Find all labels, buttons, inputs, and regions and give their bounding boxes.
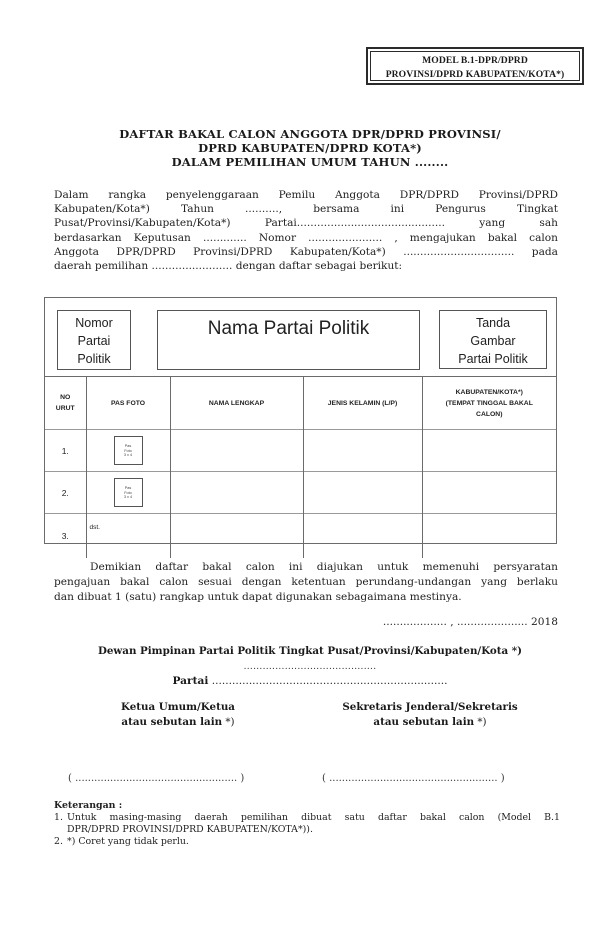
note-number: 1. [54, 812, 63, 823]
party-number-label: Politik [77, 352, 111, 366]
intro-line: Kabupaten/Kota*) Tahun .........., bersama ini Pengurus Tingkat [54, 203, 558, 216]
party-logo-label: Partai Politik [458, 352, 528, 366]
candidate-table [44, 297, 557, 544]
table-row [45, 472, 556, 514]
asterisk-note: *) [222, 715, 235, 728]
party-name-label: Nama Partai Politik [207, 318, 370, 339]
model-label-box [366, 47, 584, 85]
signatory-subtitle: atau sebutan lain [373, 715, 475, 728]
signature-line-sekretaris[interactable]: ( ..................................................... ) [322, 773, 505, 784]
party-name-box[interactable] [157, 310, 420, 370]
col-header-no-urut: NO URUT [55, 394, 75, 412]
cell-jenis-kelamin[interactable] [303, 430, 422, 472]
note-text: DPR/DPRD PROVINSI/DPRD KABUPATEN/KOTA*)). [67, 824, 313, 835]
partai-line[interactable] [60, 675, 560, 687]
title-line1: DAFTAR BAKAL CALON ANGGOTA DPR/DPRD PROVINSI/ [119, 127, 501, 141]
signatory-subtitle: atau sebutan lain [121, 715, 223, 728]
closing-line: Demikian daftar bakal calon ini diajukan untuk memenuhi persyaratan [90, 561, 558, 573]
candidate-grid [45, 377, 556, 558]
party-logo-label: Gambar [470, 334, 516, 348]
note-text: *) Coret yang tidak perlu. [67, 836, 189, 847]
partai-fill[interactable]: ...................................................................... [208, 675, 448, 687]
note-item [54, 836, 560, 848]
cell-nama-lengkap[interactable] [170, 430, 303, 472]
place-date-line[interactable]: ................... , ..................... 2018 [382, 616, 558, 628]
note-text: Untuk masing-masing daerah pemilihan dibuat satu daftar bakal calon (Model B.1 [67, 812, 560, 823]
intro-line: Pusat/Provinsi/Kabupaten/Kota*) Partai............................................ yang sah [54, 217, 558, 230]
cell-jenis-kelamin[interactable] [303, 472, 422, 514]
party-header-row [45, 298, 556, 377]
signatory-sekretaris [310, 700, 550, 729]
cell-kabupaten-kota[interactable] [422, 472, 556, 514]
intro-line: Anggota DPR/DPRD Provinsi/DPRD Kabupaten/Kota*) ................................. pada [54, 245, 558, 258]
table-row [45, 430, 556, 472]
col-header-pas-foto: PAS FOTO [86, 377, 170, 430]
party-logo-label: Tanda [475, 316, 511, 330]
cell-kabupaten-kota[interactable] [422, 430, 556, 472]
party-logo-box[interactable] [439, 310, 547, 369]
cell-no-urut: 1. [45, 430, 86, 472]
cell-pas-foto[interactable] [86, 430, 170, 472]
closing-paragraph [54, 560, 558, 604]
signatory-title: Ketua Umum/Ketua [121, 701, 235, 713]
signatory-title: Sekretaris Jenderal/Sekretaris [342, 701, 518, 713]
cell-pas-foto[interactable] [86, 472, 170, 514]
table-header-row [45, 377, 556, 430]
intro-paragraph [54, 188, 558, 273]
intro-line: daerah pemilihan ........................ dengan daftar sebagai berikut: [54, 260, 403, 273]
note-number: 2. [54, 836, 63, 847]
cell-no-urut: 2. [45, 472, 86, 514]
cell-kabupaten-kota[interactable] [422, 514, 556, 559]
intro-line: Dalam rangka penyelenggaraan Pemilu Anggota DPR/DPRD Provinsi/DPRD [54, 189, 558, 201]
closing-line: pengajuan bakal calon sesuai dengan ketentuan perundang-undangan yang berlaku [54, 575, 558, 588]
party-number-label: Nomor [75, 316, 113, 330]
col-header-jenis-kelamin: JENIS KELAMIN (L/P) [303, 377, 422, 430]
document-title [60, 127, 560, 169]
cell-nama-lengkap[interactable] [170, 514, 303, 559]
col-header-nama-lengkap: NAMA LENGKAP [170, 377, 303, 430]
photo-placeholder[interactable]: Pas Foto 3 x 4 [114, 478, 143, 507]
dewan-pimpinan-heading: Dewan Pimpinan Partai Politik Tingkat Pusat/Provinsi/Kabupaten/Kota *) [97, 645, 523, 657]
model-label-line2: PROVINSI/DPRD KABUPATEN/KOTA*) [385, 69, 565, 80]
title-line2: DPRD KABUPATEN/DPRD KOTA*) [198, 141, 422, 155]
table-row [45, 514, 556, 559]
party-number-box[interactable] [57, 310, 131, 370]
model-label-line1: MODEL B.1-DPR/DPRD [422, 55, 528, 66]
partai-label: Partai [172, 675, 209, 687]
cell-nama-lengkap[interactable] [170, 472, 303, 514]
party-number-label: Partai [77, 334, 111, 348]
level-fill-line[interactable]: .......................................... [243, 662, 377, 672]
photo-placeholder[interactable]: Pas Foto 3 x 4 [114, 436, 143, 465]
asterisk-note: *) [474, 715, 487, 728]
notes-section [54, 800, 560, 848]
notes-heading: Keterangan : [54, 800, 123, 811]
signatory-ketua [58, 700, 298, 729]
cell-jenis-kelamin[interactable] [303, 514, 422, 559]
col-header-kabupaten-kota: KABUPATEN/KOTA*) (TEMPAT TINGGAL BAKAL CALON) [422, 377, 556, 430]
closing-line: dan dibuat 1 (satu) rangkap untuk dapat digunakan sebagaimana mestinya. [54, 590, 462, 603]
cell-pas-foto-dst: dst. [86, 514, 170, 559]
note-item [54, 812, 560, 836]
signature-line-ketua[interactable]: ( ................................................... ) [68, 773, 245, 784]
intro-line: berdasarkan Keputusan ............. Nomor ...................... , mengajukan bakal calon [54, 231, 558, 244]
cell-no-urut: 3. [45, 514, 86, 559]
title-line3: DALAM PEMILIHAN UMUM TAHUN ........ [171, 155, 449, 169]
